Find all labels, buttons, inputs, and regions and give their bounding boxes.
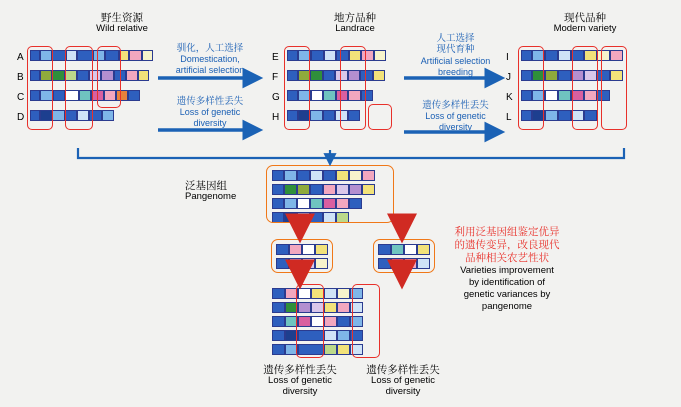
row-label-I: I bbox=[506, 52, 509, 63]
bottom-label-right-en2: diversity bbox=[385, 385, 421, 397]
mid-left-group-box bbox=[271, 239, 333, 273]
panel-title-modern bbox=[520, 12, 650, 35]
improvement-text bbox=[432, 226, 582, 313]
row-label-J: J bbox=[506, 72, 511, 83]
breeding-top-en2: breeding bbox=[437, 66, 474, 77]
bottom-label-right-cn: 遗传多样性丢失 bbox=[366, 364, 440, 376]
highlight-box-wild-3 bbox=[97, 46, 121, 108]
domestication-bottom-cn: 遗传多样性丢失 bbox=[176, 96, 244, 107]
highlight-box-wild-2 bbox=[65, 46, 93, 130]
bottom-label-left-cn: 遗传多样性丢失 bbox=[263, 364, 337, 376]
panel-title-wild bbox=[62, 12, 182, 35]
panel-title-landrace-cn: 地方品种 bbox=[334, 12, 376, 24]
panel-title-landrace-en: Landrace bbox=[335, 23, 375, 35]
panel-title-wild-cn: 野生资源 bbox=[101, 12, 143, 24]
row-label-E: E bbox=[272, 52, 279, 63]
row-label-A: A bbox=[17, 52, 24, 63]
highlight-box-wild-1 bbox=[27, 46, 53, 130]
row-label-D: D bbox=[17, 112, 25, 123]
row-label-G: G bbox=[272, 92, 280, 103]
pangenome-title bbox=[185, 180, 265, 203]
highlight-box-modern-1 bbox=[518, 46, 544, 130]
pangenome-title-cn: 泛基因组 bbox=[185, 180, 227, 192]
bottom-label-right-en1: Loss of genetic bbox=[371, 375, 435, 387]
panel-title-modern-en: Modern variety bbox=[553, 23, 617, 35]
panel-title-landrace bbox=[300, 12, 410, 35]
arrow-label-breeding-top bbox=[398, 33, 513, 77]
bottom-label-left bbox=[245, 364, 355, 398]
panel-title-modern-cn: 现代品种 bbox=[564, 12, 606, 24]
row-label-K: K bbox=[506, 92, 513, 103]
row-label-L: L bbox=[506, 112, 512, 123]
highlight-box-result-2 bbox=[352, 284, 380, 358]
breeding-top-en1: Artificial selection bbox=[420, 55, 491, 66]
domestication-bottom-en2: diversity bbox=[193, 118, 227, 129]
improvement-en1: Varieties improvement bbox=[460, 265, 554, 277]
breeding-bottom-cn: 遗传多样性丢失 bbox=[422, 100, 489, 111]
row-label-C: C bbox=[17, 92, 25, 103]
arrow-label-breeding-bottom bbox=[398, 100, 513, 133]
highlight-box-modern-3 bbox=[601, 46, 627, 130]
mid-right-group-box bbox=[373, 239, 435, 273]
highlight-box-modern-2 bbox=[572, 46, 598, 130]
breeding-bottom-en2: diversity bbox=[438, 122, 472, 133]
domestication-top-cn: 驯化，人工选择 bbox=[176, 43, 244, 54]
bracket-to-pangenome bbox=[78, 148, 624, 158]
domestication-top-en2: artificial selection bbox=[175, 65, 245, 76]
bottom-label-left-en2: diversity bbox=[282, 385, 318, 397]
panel-title-wild-en: Wild relative bbox=[96, 23, 148, 35]
domestication-top-en1: Domestication, bbox=[180, 54, 240, 65]
bottom-label-left-en1: Loss of genetic bbox=[268, 375, 332, 387]
breeding-bottom-en1: Loss of genetic bbox=[425, 111, 486, 122]
pangenome-group-box bbox=[266, 165, 394, 223]
highlight-box-landrace-1 bbox=[284, 46, 310, 130]
arrow-label-domestication-bottom bbox=[155, 96, 265, 129]
row-label-F: F bbox=[272, 72, 279, 83]
improvement-cn2: 的遗传变异，改良现代 bbox=[454, 239, 560, 252]
highlight-box-landrace-2 bbox=[340, 46, 366, 130]
breeding-top-cn2: 现代育种 bbox=[436, 44, 475, 56]
row-label-H: H bbox=[272, 112, 280, 123]
improvement-cn3: 品种相关农艺性状 bbox=[465, 252, 549, 265]
arrow-label-domestication-top bbox=[155, 43, 265, 76]
improvement-en2: by identification of bbox=[468, 277, 546, 289]
domestication-bottom-en1: Loss of genetic bbox=[179, 107, 241, 118]
breeding-top-cn1: 人工选择 bbox=[436, 33, 475, 44]
improvement-cn1: 利用泛基因组鉴定优异 bbox=[454, 226, 560, 238]
improvement-en3: genetic variances by bbox=[463, 289, 551, 301]
highlight-box-result-1 bbox=[296, 284, 324, 358]
bottom-label-right bbox=[348, 364, 458, 398]
highlight-box-landrace-3 bbox=[368, 104, 392, 130]
pangenome-title-en: Pangenome bbox=[185, 191, 237, 203]
row-label-B: B bbox=[17, 72, 24, 83]
improvement-en4: pangenome bbox=[481, 301, 533, 312]
